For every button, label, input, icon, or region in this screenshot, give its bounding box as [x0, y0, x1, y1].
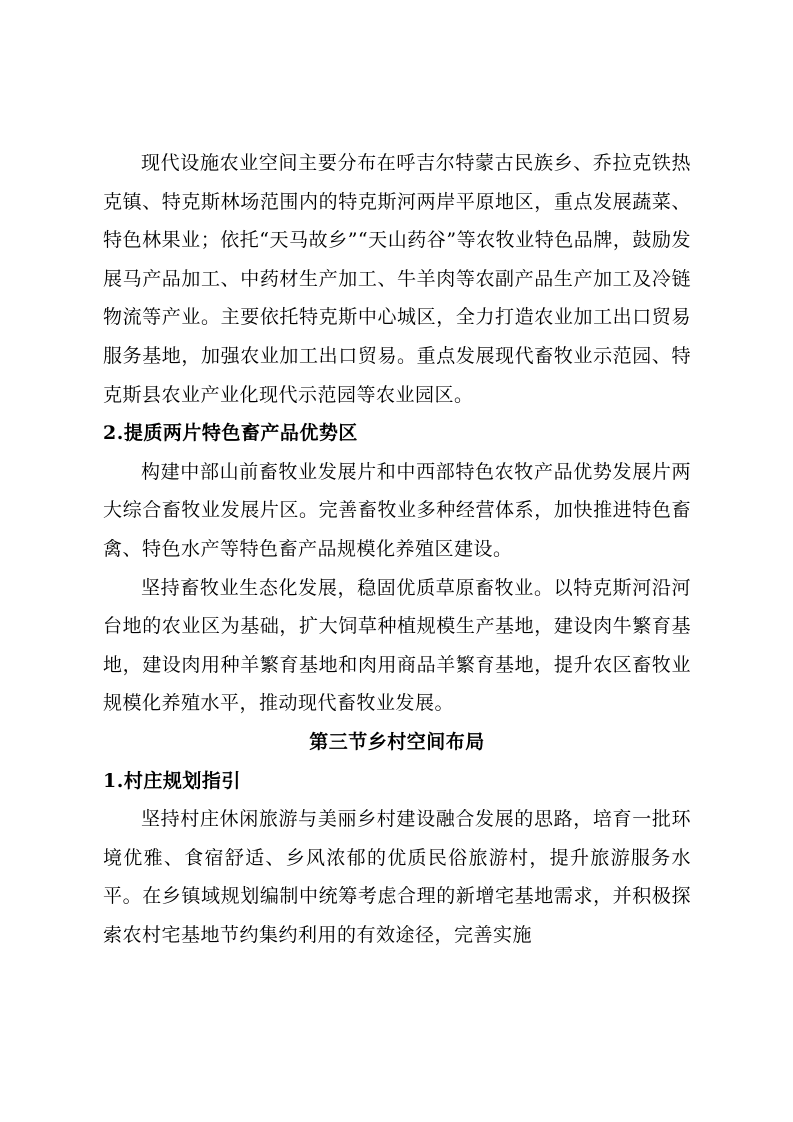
paragraph-facility-agriculture: 现代设施农业空间主要分布在呼吉尔特蒙古民族乡、乔拉克铁热克镇、特克斯林场范围内的特克斯河两岸平原地区，重点发展蔬菜、特色林果业；依托“天马故乡”“天山药谷”等农牧业特色品牌，鼓励发展马产品加工、中药材生产加工、牛羊肉等农副产品生产加工及冷链物流等产业。主要依托特克斯中心城区，全力打造农业加工出口贸易服务基地，加强农业加工出口贸易。重点发展现代畜牧业示范园、特克斯县农业产业化现代示范园等农业园区。: [103, 152, 691, 406]
section-title-rural-layout: 第三节乡村空间布局: [309, 730, 485, 753]
heading-village-planning: 1.村庄规划指引: [103, 769, 241, 792]
paragraph-village-tourism: 坚持村庄休闲旅游与美丽乡村建设融合发展的思路，培育一批环境优雅、食宿舒适、乡风浓郁的优质民俗旅游村，提升旅游服务水平。在乡镇域规划编制中统筹考虑合理的新增宅基地需求，并积极探索农村宅基地节约集约利用的有效途径，完善实施: [103, 808, 691, 946]
document-page: [103, 144, 691, 954]
paragraph-livestock-development-zones: 构建中部山前畜牧业发展片和中西部特色农牧产品优势发展片两大综合畜牧业发展片区。完善畜牧业多种经营体系，加快推进特色畜禽、特色水产等特色畜产品规模化养殖区建设。: [103, 460, 691, 560]
heading-livestock-advantage-zone: 2.提质两片特色畜产品优势区: [103, 422, 358, 445]
paragraph-ecological-livestock: 坚持畜牧业生态化发展，稳固优质草原畜牧业。以特克斯河沿河台地的农业区为基础，扩大饲草种植规模生产基地，建设肉牛繁育基地，建设肉用种羊繁育基地和肉用商品羊繁育基地，提升农区畜牧业规模化养殖水平，推动现代畜牧业发展。: [103, 576, 691, 715]
